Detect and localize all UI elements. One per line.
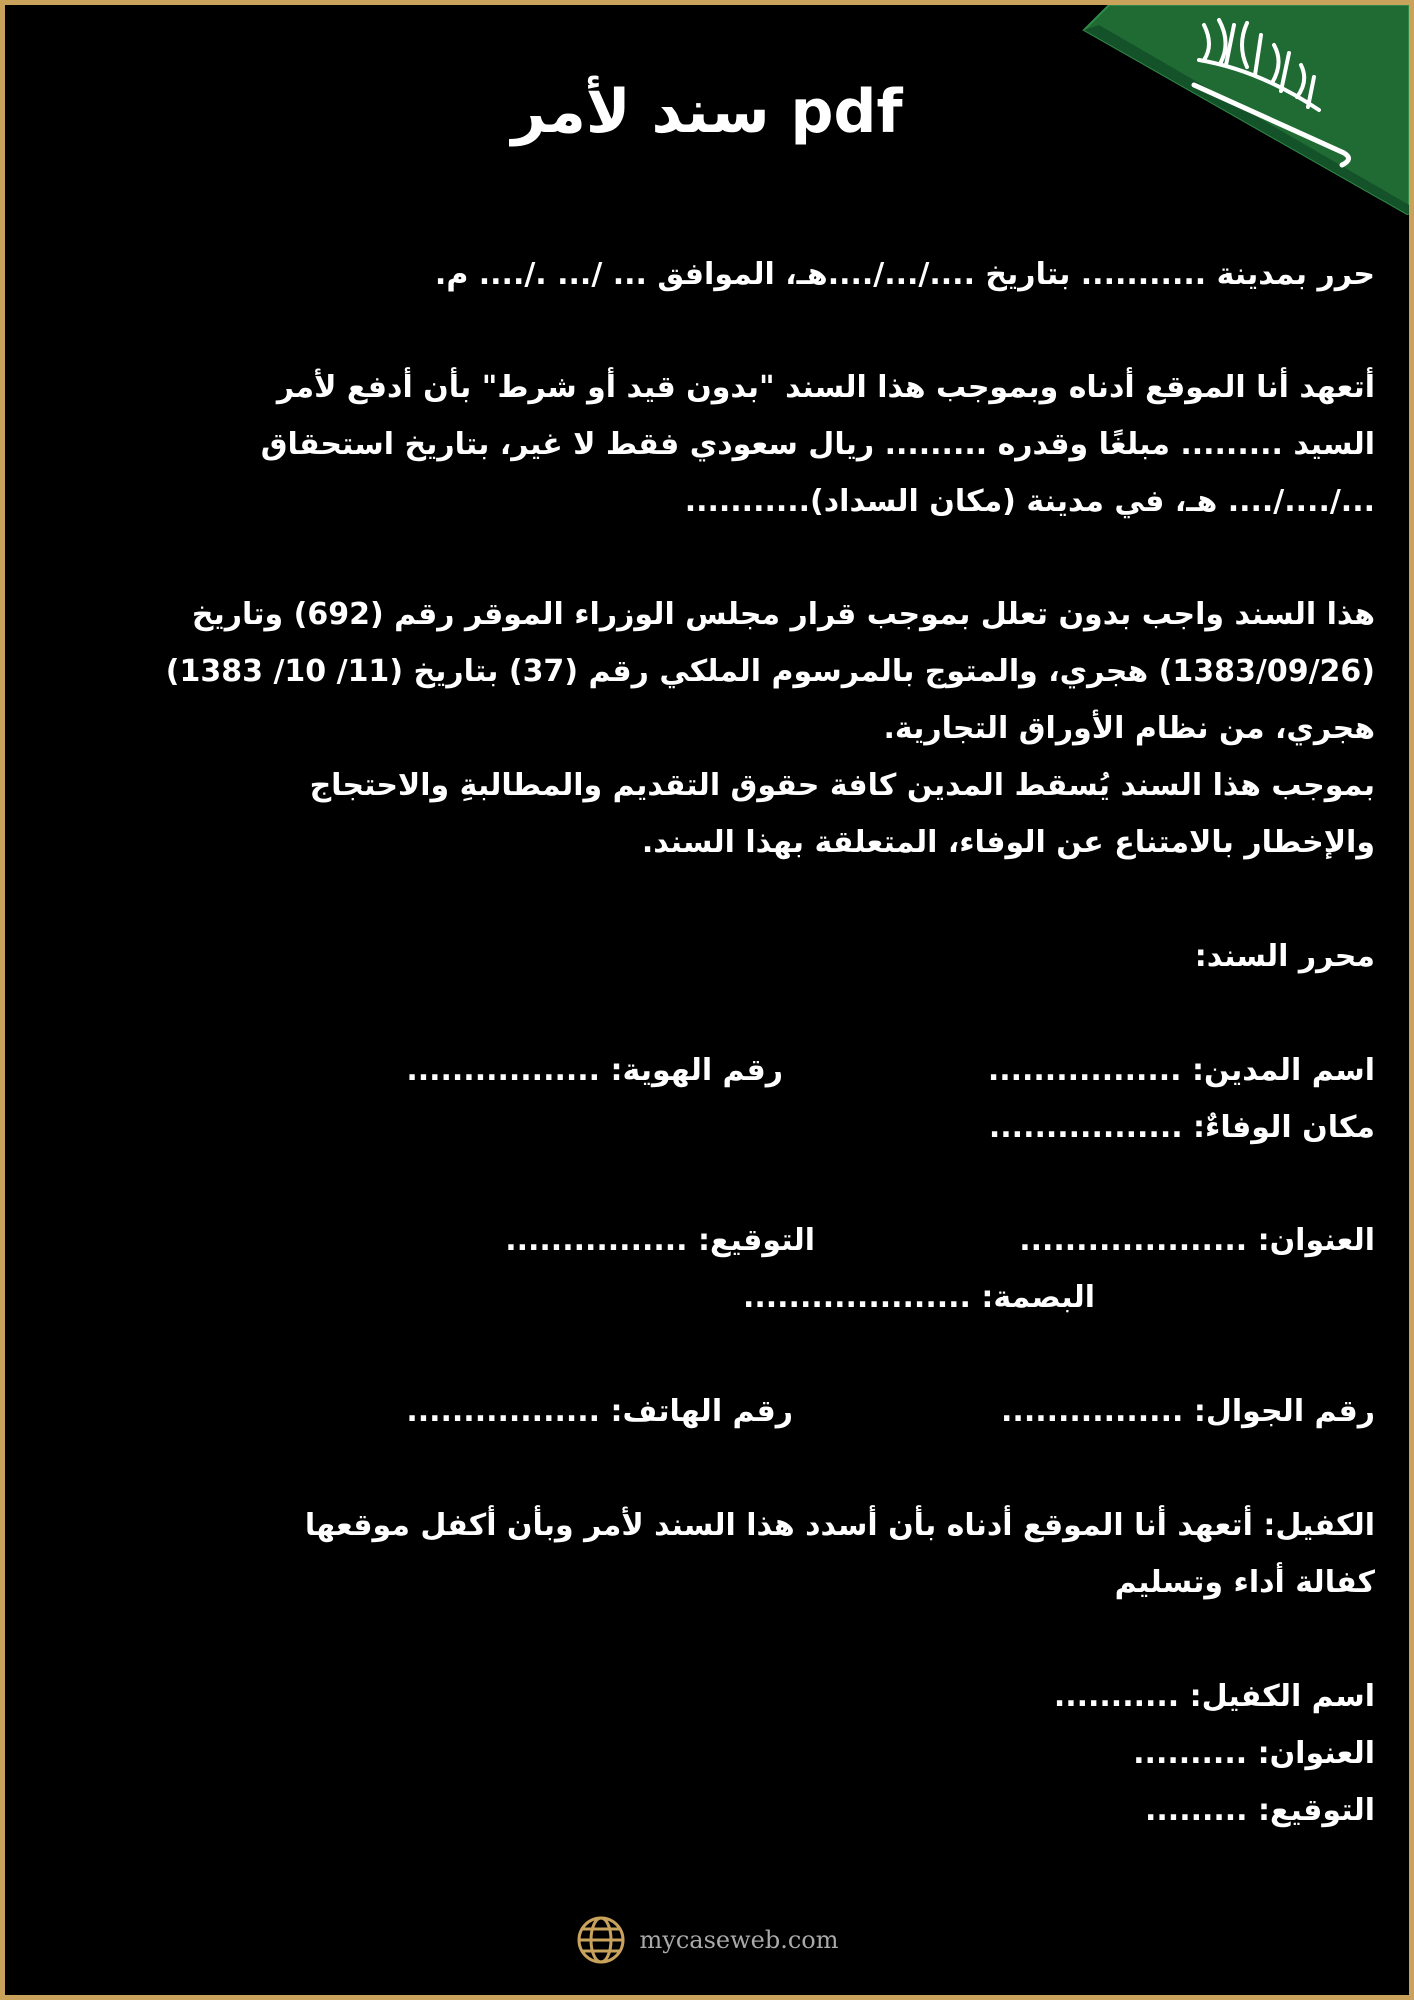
address-field: العنوان: .................... xyxy=(1019,1223,1375,1258)
date-line: حرر بمدينة ........... بتاريخ ..../.../....هـ، الموافق ... /... ./.... م. xyxy=(434,257,1375,292)
globe-icon xyxy=(576,1915,626,1965)
legal-line-3: هجري، من نظام الأوراق التجارية. xyxy=(883,711,1375,746)
footer xyxy=(5,1915,1409,1969)
payment-place-field: مكان الوفاءٌ: ................. xyxy=(988,1110,1375,1145)
guarantor-line-1: الكفيل: أتعهد أنا الموقع أدناه بأن أسدد هذا السند لأمر وبأن أكفل موقعها xyxy=(304,1508,1375,1543)
legal-line-2: (1383/09/26) هجري، والمتوج بالمرسوم الملكي رقم (37) بتاريخ (11/ 10/ 1383) xyxy=(165,654,1375,689)
mobile-field: رقم الجوال: ................ xyxy=(1001,1394,1375,1429)
pledge-line-3: .../..../.... هـ، في مدينة (مكان السداد)........... xyxy=(684,484,1375,519)
debtor-name-field: اسم المدين: ................. xyxy=(987,1053,1375,1088)
page-title: سند لأمر pdf xyxy=(511,77,903,147)
guarantor-line-2: كفالة أداء وتسليم xyxy=(1114,1565,1375,1600)
legal-line-1: هذا السند واجب بدون تعلل بموجب قرار مجلس الوزراء الموقر رقم (692) وتاريخ xyxy=(191,597,1375,632)
issuer-heading: محرر السند: xyxy=(1194,939,1375,974)
legal-line-5: والإخطار بالامتناع عن الوفاء، المتعلقة بهذا السند. xyxy=(641,825,1375,860)
document-page xyxy=(5,5,1409,1995)
fingerprint-field: البصمة: .................... xyxy=(742,1280,1095,1315)
signature-field: التوقيع: ................ xyxy=(505,1223,815,1258)
phone-field: رقم الهاتف: ................. xyxy=(406,1394,793,1429)
guarantor-name-field: اسم الكفيل: ........... xyxy=(1053,1679,1375,1714)
pledge-line-2: السيد ......... مبلغًا وقدره ......... ريال سعودي فقط لا غير، بتاريخ استحقاق xyxy=(260,427,1375,462)
footer-website[interactable]: mycaseweb.com xyxy=(639,1926,839,1954)
guarantor-address-field: العنوان: .......... xyxy=(1133,1736,1375,1771)
guarantor-signature-field: التوقيع: ......... xyxy=(1145,1793,1375,1828)
pledge-line-1: أتعهد أنا الموقع أدناه وبموجب هذا السند "بدون قيد أو شرط" بأن أدفع لأمر xyxy=(276,370,1375,405)
legal-line-4: بموجب هذا السند يُسقط المدين كافة حقوق التقديم والمطالبةِ والاحتجاج xyxy=(309,768,1375,803)
id-number-field: رقم الهوية: ................. xyxy=(406,1053,783,1088)
